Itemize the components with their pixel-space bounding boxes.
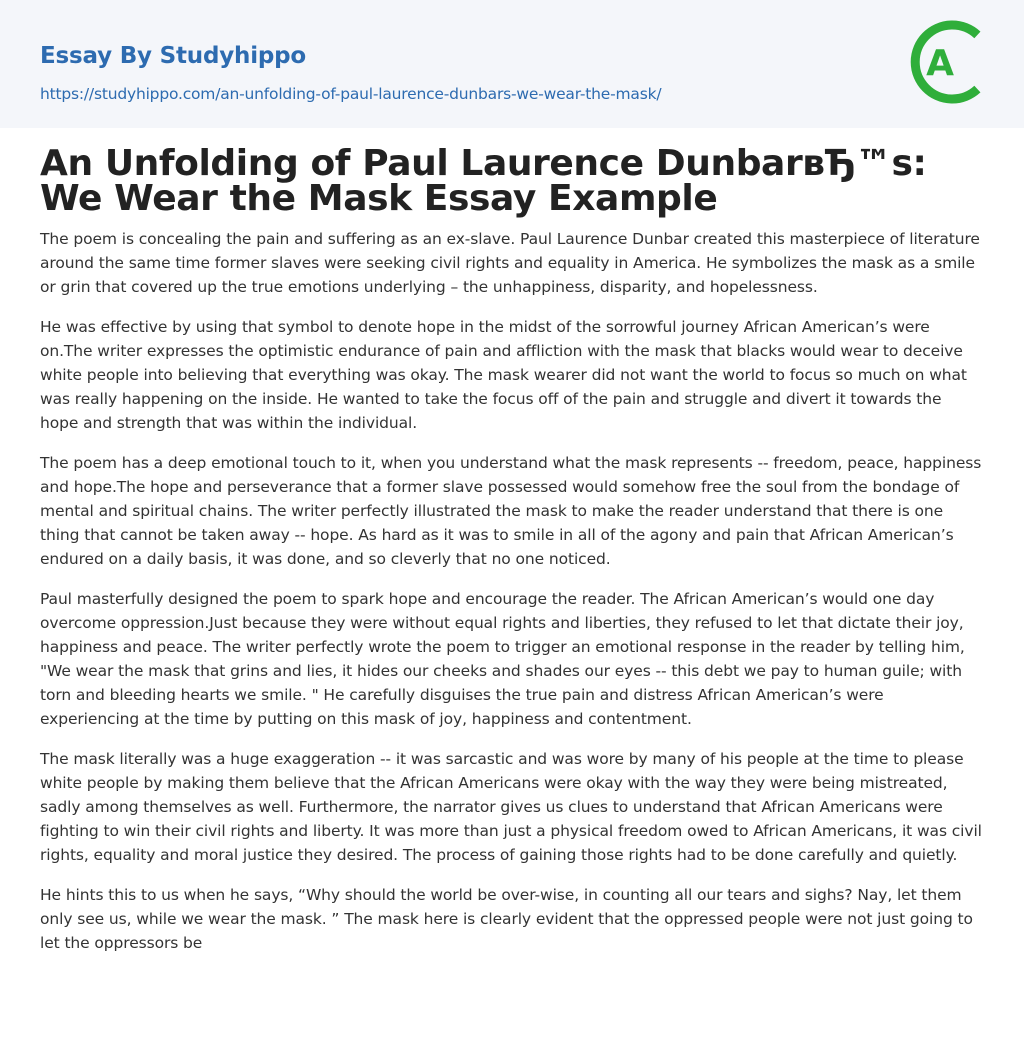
paragraph: Paul masterfully designed the poem to spark hope and encourage the reader. The African American’s would one day overcome oppression.Just because they were without equal rights and liberties, they refused to let that dictate their joy, happiness and peace. The writer perfectly wrote the poem to trigger an emotional response in the reader by telling him, "We wear the mask that grins and lies, it hides our cheeks and shades our eyes -- this debt we pay to human guile; with torn and bleeding hearts we smile. " He carefully disguises the true pain and distress African American’s were experiencing at the time by putting on this mask of joy, happiness and contentment. [40,590,965,728]
paragraph: He hints this to us when he says, “Why should the world be over-wise, in counting all our tears and sighs? Nay, let them only see us, while we wear the mask. ” The mask here is clearly evident that the oppressed people were not just going to let the oppressors be [40,886,973,952]
paragraph: He was effective by using that symbol to denote hope in the midst of the sorrowful journey African American’s were on.The writer expresses the optimistic endurance of pain and affliction with the mask that blacks would wear to deceive white people into believing that everything was okay. The mask wearer did not want the world to focus so much on what was really happening on the inside. He wanted to take the focus off of the pain and struggle and divert it towards the hope and strength that was within the individual. [40,318,967,432]
site-header [0,0,1024,128]
article-title: An Unfolding of Paul Laurence DunbarвЂ™s: We Wear the Mask Essay Example [40,143,927,219]
source-url-link[interactable]: https://studyhippo.com/an-unfolding-of-paul-laurence-dunbars-we-wear-the-mask/ [40,85,662,103]
article-body [40,227,984,955]
logo-letter: A [926,43,954,84]
studyhippo-logo-icon[interactable] [909,18,989,106]
paragraph: The poem is concealing the pain and suffering as an ex-slave. Paul Laurence Dunbar created this masterpiece of literature around the same time former slaves were seeking civil rights and equality in America. He symbolizes the mask as a smile or grin that covered up the true emotions underlying – the unhappiness, disparity, and hopelessness. [40,230,980,296]
site-brand[interactable]: Essay By Studyhippo [40,43,307,69]
article [0,143,1024,955]
paragraph: The poem has a deep emotional touch to it, when you understand what the mask represents -- freedom, peace, happiness and hope.The hope and perseverance that a former slave possessed would somehow free the soul from the bondage of mental and spiritual chains. The writer perfectly illustrated the mask to make the reader understand that there is one thing that cannot be taken away -- hope. As hard as it was to smile in all of the agony and pain that African American’s endured on a daily basis, it was done, and so cleverly that no one noticed. [40,454,982,568]
paragraph: The mask literally was a huge exaggeration -- it was sarcastic and was wore by many of his people at the time to please white people by making them believe that the African Americans were okay with the way they were being mistreated, sadly among themselves as well. Furthermore, the narrator gives us clues to understand that African Americans were fighting to win their civil rights and liberty. It was more than just a physical freedom owed to African Americans, it was civil rights, equality and moral justice they desired. The process of gaining those rights had to be done carefully and quietly. [40,750,982,864]
